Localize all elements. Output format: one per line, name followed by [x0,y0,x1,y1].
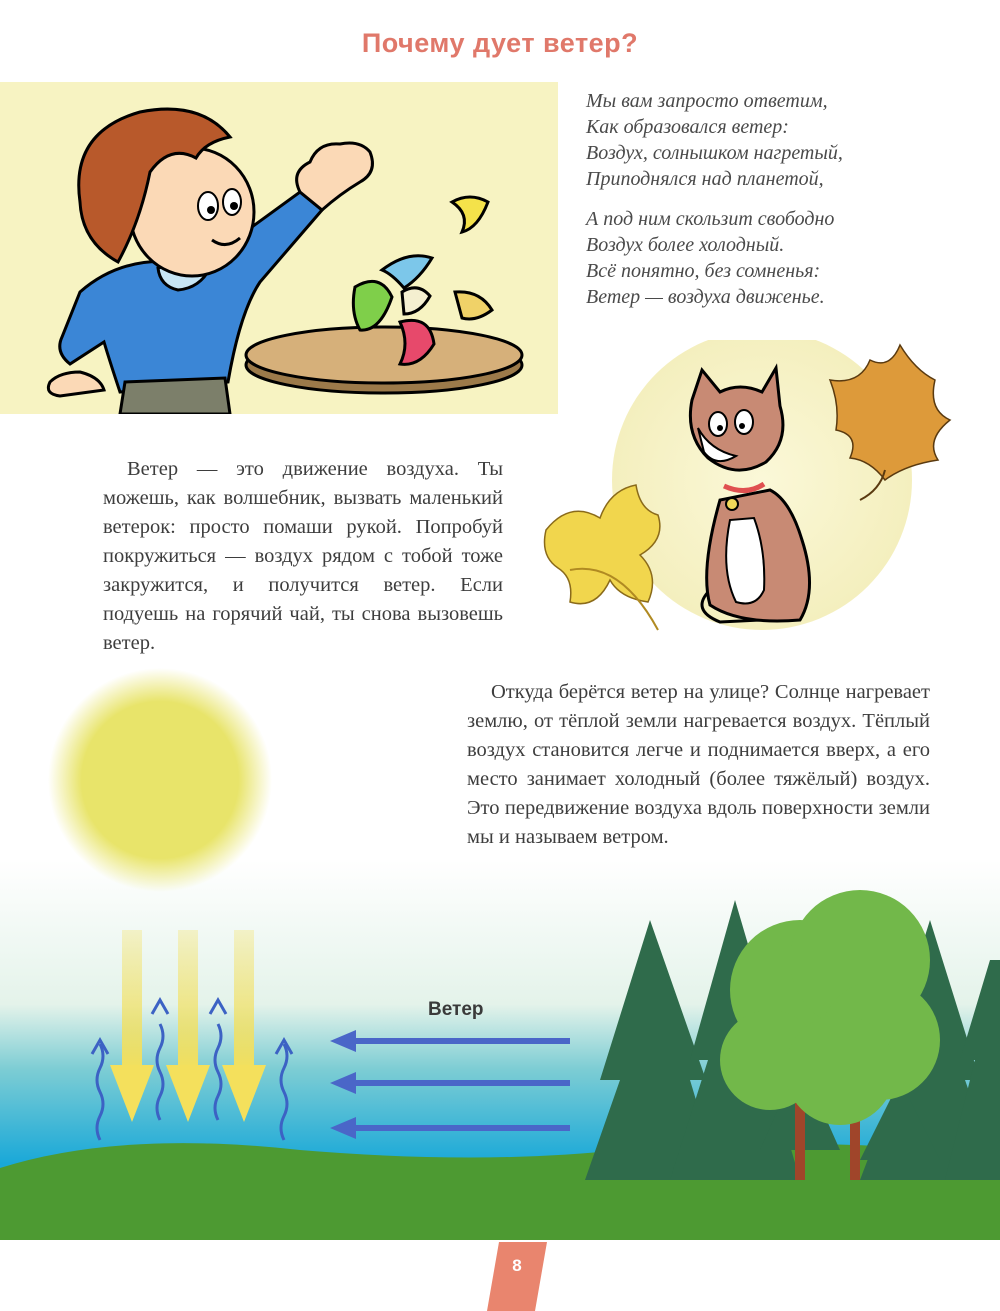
page-number: 8 [512,1256,522,1275]
sun-rays [110,930,266,1122]
sun [48,668,272,892]
wind-diagram [0,660,1000,1240]
wind-label: Ветер [428,999,484,1020]
boy-illustration [0,82,558,414]
page-number-tab [487,1242,547,1311]
poem-stanza-2 [586,206,986,310]
poem-line: Как образовался ветер: [586,116,789,138]
poem-line: Мы вам запросто ответим, [586,90,828,112]
page-title: Почему дует ветер? [361,28,639,58]
poem-line: А под ним скользит свободно [586,208,835,230]
paragraph-wind-movement: Ветер — это движение воздуха. Ты можешь, как волшебник, вызвать маленький ветерок: просто помаши рукой. Попробуй покружиться — воздух рядом с тобой тоже закружится, и получится ветер. Если подуешь на горячий чай, ты снова вызовешь ветер. [103,458,503,654]
poem-line: Воздух, солнышком нагретый, [586,142,843,164]
poem-line: Приподнялся над планетой, [586,168,824,190]
poem-line: Всё понятно, без сомненья: [586,260,821,282]
poem-line: Воздух более холодный. [586,234,785,256]
cat-leaves-illustration [540,340,990,640]
poem-stanza-1 [586,88,986,192]
poem-line: Ветер — воздуха движенье. [586,286,825,308]
poem [586,88,986,324]
paragraph-wind-origin: Откуда берётся ветер на улице? Солнце нагревает землю, от тёплой земли нагревается воздух. Тёплый воздух становится легче и поднимается вверх, а его место занимает холодный (более тяжёлый) воздух. Это передвижение воздуха вдоль поверхности земли мы и называем ветром. [467,681,930,848]
